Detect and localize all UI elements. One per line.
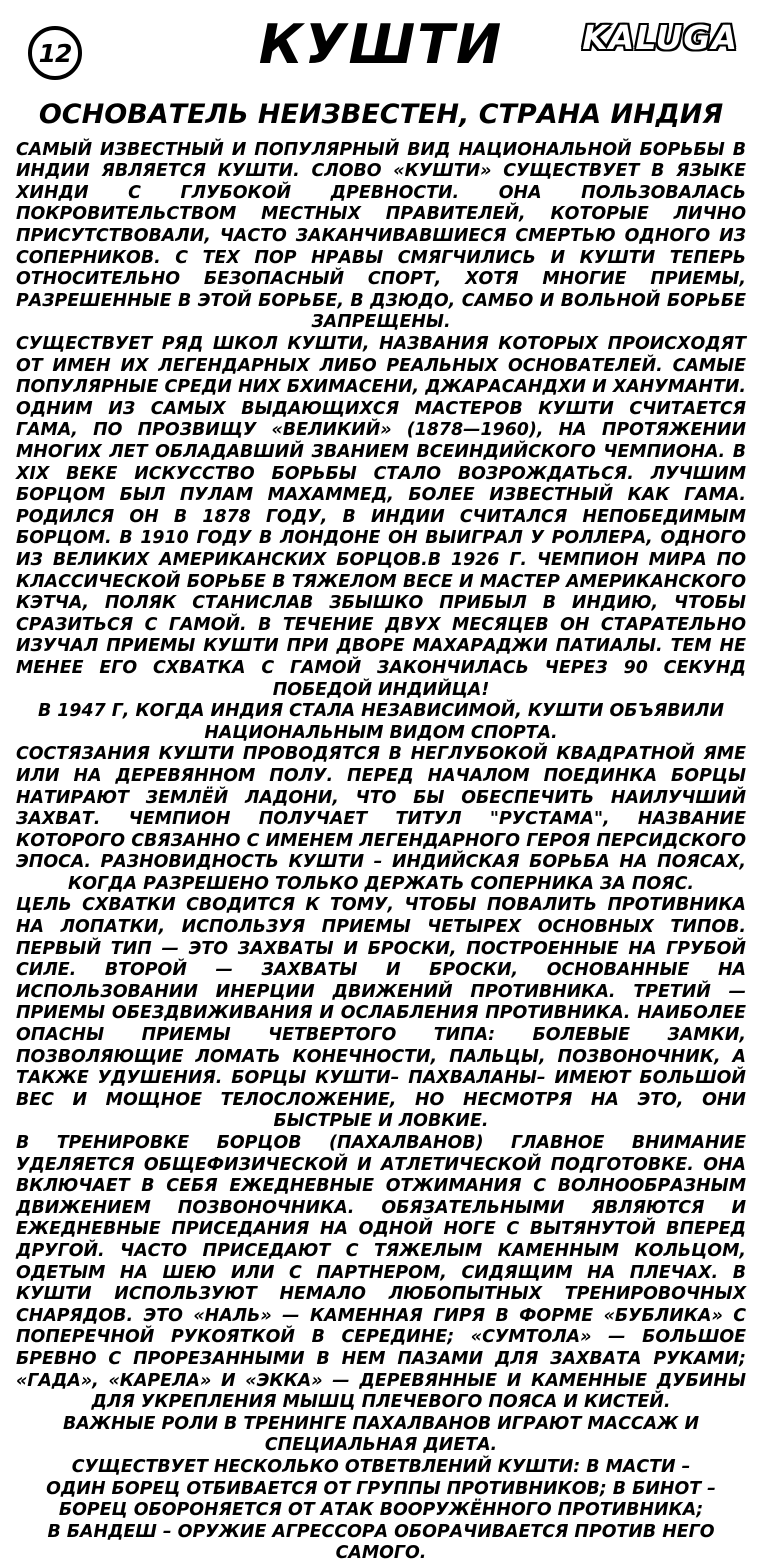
paragraph: БОРЕЦ ОБОРОНЯЕТСЯ ОТ АТАК ВООРУЖЁННОГО ПРОТИВНИКА; <box>58 1500 704 1521</box>
paragraph: В ТРЕНИРОВКЕ БОРЦОВ (ПАХАЛВАНОВ) ГЛАВНОЕ ВНИМАНИЕ УДЕЛЯЕТСЯ ОБЩЕФИЗИЧЕСКОЙ И АТЛЕТИЧЕСКОЙ ПОДГОТОВКЕ. ОНА ВКЛЮЧАЕТ В СЕБЯ ЕЖЕДНЕВНЫЕ ОТЖИМАНИЯ С ВОЛНООБРАЗНЫМ ДВИЖЕНИЕМ ПОЗВОНОЧНИКА. ОБЯЗАТЕЛЬНЫМИ ЯВЛЯЮТСЯ И ЕЖЕДНЕВНЫЕ ПРИСЕДАНИЯ НА ОДНОЙ НОГЕ С ВЫТЯНУТОЙ ВПЕРЕД ДРУГОЙ. ЧАСТО ПРИСЕДАЮТ С ТЯЖЕЛЫМ КАМЕННЫМ КОЛЬЦОМ, ОДЕТЫМ НА ШЕЮ ИЛИ С ПАРТНЕРОМ, СИДЯЩИМ НА ПЛЕЧАХ. В КУШТИ ИСПОЛЬЗУЮТ НЕМАЛО ЛЮБОПЫТНЫХ ТРЕНИРОВОЧНЫХ СНАРЯДОВ. ЭТО «НАЛЬ» — КАМЕННАЯ ГИРЯ В ФОРМЕ «БУБЛИКА» С ПОПЕРЕЧНОЙ РУКОЯТКОЙ В СЕРЕДИНЕ; «СУМТОЛА» — БОЛЬШОЕ БРЕВНО С ПРОРЕЗАННЫМИ В НЕМ ПАЗАМИ ДЛЯ ЗАХВАТА РУКАМИ; «ГАДА», «КАРЕЛА» И «ЭККА» — ДЕРЕВЯННЫЕ И КАМЕННЫЕ ДУБИНЫ ДЛЯ УКРЕПЛЕНИЯ МЫШЦ ПЛЕЧЕВОГО ПОЯСА И КИСТЕЙ. <box>16 1133 746 1413</box>
paragraph: СУЩЕСТВУЕТ НЕСКОЛЬКО ОТВЕТВЛЕНИЙ КУШТИ: В МАСТИ – <box>71 1456 691 1477</box>
paragraph: САМЫЙ ИЗВЕСТНЫЙ И ПОПУЛЯРНЫЙ ВИД НАЦИОНАЛЬНОЙ БОРЬБЫ В ИНДИИ ЯВЛЯЕТСЯ КУШТИ. СЛОВО «КУШТИ» СУЩЕСТВУЕТ В ЯЗЫКЕ ХИНДИ С ГЛУБОКОЙ ДРЕВНОСТИ. ОНА ПОЛЬЗОВАЛАСЬ ПОКРОВИТЕЛЬСТВОМ МЕСТНЫХ ПРАВИТЕЛЕЙ, КОТОРЫЕ ЛИЧНО ПРИСУТСТВОВАЛИ, ЧАСТО ЗАКАНЧИВАВШИЕСЯ СМЕРТЬЮ ОДНОГО ИЗ СОПЕРНИКОВ. С ТЕХ ПОР НРАВЫ СМЯГЧИЛИСЬ И КУШТИ ТЕПЕРЬ ОТНОСИТЕЛЬНО БЕЗОПАСНЫЙ СПОРТ, ХОТЯ МНОГИЕ ПРИЕМЫ, РАЗРЕШЕННЫЕ В ЭТОЙ БОРЬБЕ, В ДЗЮДО, САМБО И ВОЛЬНОЙ БОРЬБЕ ЗАПРЕЩЕНЫ. <box>16 139 746 333</box>
page-header <box>14 10 748 96</box>
paragraph: СУЩЕСТВУЕТ РЯД ШКОЛ КУШТИ, НАЗВАНИЯ КОТОРЫХ ПРОИСХОДЯТ ОТ ИМЕН ИХ ЛЕГЕНДАРНЫХ ЛИБО РЕАЛЬНЫХ ОСНОВАТЕЛЕЙ. САМЫЕ ПОПУЛЯРНЫЕ СРЕДИ НИХ БХИМАСЕНИ, ДЖАРАСАНДХИ И ХАНУМАНТИ. ОДНИМ ИЗ САМЫХ ВЫДАЮЩИХСЯ МАСТЕРОВ КУШТИ СЧИТАЕТСЯ ГАМА, ПО ПРОЗВИЩУ «ВЕЛИКИЙ» (1878—1960), НА ПРОТЯЖЕНИИ МНОГИХ ЛЕТ ОБЛАДАВШИЙ ЗВАНИЕМ ВСЕИНДИЙСКОГО ЧЕМПИОНА. В XIX ВЕКЕ ИСКУССТВО БОРЬБЫ СТАЛО ВОЗРОЖДАТЬСЯ. ЛУЧШИМ БОРЦОМ БЫЛ ПУЛАМ МАХАММЕД, БОЛЕЕ ИЗВЕСТНЫЙ КАК ГАМА. РОДИЛСЯ ОН В 1878 ГОДУ, В ИНДИИ СЧИТАЛСЯ НЕПОБЕДИМЫМ БОРЦОМ. В 1910 ГОДУ В ЛОНДОНЕ ОН ВЫИГРАЛ У РОЛЛЕРА, ОДНОГО ИЗ ВЕЛИКИХ АМЕРИКАНСКИХ БОРЦОВ.В 1926 Г. ЧЕМПИОН МИРА ПО КЛАССИЧЕСКОЙ БОРЬБЕ В ТЯЖЕЛОМ ВЕСЕ И МАСТЕР АМЕРИКАНСКОГО КЭТЧА, ПОЛЯК СТАНИСЛАВ ЗБЫШКО ПРИБЫЛ В ИНДИЮ, ЧТОБЫ СРАЗИТЬСЯ С ГАМОЙ. В ТЕЧЕНИЕ ДВУХ МЕСЯЦЕВ ОН СТАРАТЕЛЬНО ИЗУЧАЛ ПРИЕМЫ КУШТИ ПРИ ДВОРЕ МАХАРАДЖИ ПАТИАЛЫ. ТЕМ НЕ МЕНЕЕ ЕГО СХВАТКА С ГАМОЙ ЗАКОНЧИЛАСЬ ЧЕРЕЗ 90 СЕКУНД ПОБЕДОЙ ИНДИЙЦА! <box>16 334 746 700</box>
paragraph: СОСТЯЗАНИЯ КУШТИ ПРОВОДЯТСЯ В НЕГЛУБОКОЙ КВАДРАТНОЙ ЯМЕ ИЛИ НА ДЕРЕВЯННОМ ПОЛУ. ПЕРЕД НАЧАЛОМ ПОЕДИНКА БОРЦЫ НАТИРАЮТ ЗЕМЛЁЙ ЛАДОНИ, ЧТО БЫ ОБЕСПЕЧИТЬ НАИЛУЧШИЙ ЗАХВАТ. ЧЕМПИОН ПОЛУЧАЕТ ТИТУЛ "РУСТАМА", НАЗВАНИЕ КОТОРОГО СВЯЗАННО С ИМЕНЕМ ЛЕГЕНДАРНОГО ГЕРОЯ ПЕРСИДСКОГО ЭПОСА. РАЗНОВИДНОСТЬ КУШТИ – ИНДИЙСКАЯ БОРЬБА НА ПОЯСАХ, КОГДА РАЗРЕШЕНО ТОЛЬКО ДЕРЖАТЬ СОПЕРНИКА ЗА ПОЯС. <box>16 744 746 894</box>
paragraph: ВАЖНЫЕ РОЛИ В ТРЕНИНГЕ ПАХАЛВАНОВ ИГРАЮТ МАССАЖ И СПЕЦИАЛЬНАЯ ДИЕТА. <box>62 1413 700 1456</box>
page-number-badge: 12 <box>28 26 82 80</box>
paragraph: В 1947 Г, КОГДА ИНДИЯ СТАЛА НЕЗАВИСИМОЙ, КУШТИ ОБЪЯВИЛИ НАЦИОНАЛЬНЫМ ВИДОМ СПОРТА. <box>37 701 725 743</box>
paragraph: ОДИН БОРЕЦ ОТБИВАЕТСЯ ОТ ГРУППЫ ПРОТИВНИКОВ; В БИНОТ – <box>46 1478 716 1499</box>
paragraph: ЦЕЛЬ СХВАТКИ СВОДИТСЯ К ТОМУ, ЧТОБЫ ПОВАЛИТЬ ПРОТИВНИКА НА ЛОПАТКИ, ИСПОЛЬЗУЯ ПРИЕМЫ ЧЕТЫРЕХ ОСНОВНЫХ ТИПОВ. ПЕРВЫЙ ТИП — ЭТО ЗАХВАТЫ И БРОСКИ, ПОСТРОЕННЫЕ НА ГРУБОЙ СИЛЕ. ВТОРОЙ — ЗАХВАТЫ И БРОСКИ, ОСНОВАННЫЕ НА ИСПОЛЬЗОВАНИИ ИНЕРЦИИ ДВИЖЕНИЙ ПРОТИВНИКА. ТРЕТИЙ — ПРИЕМЫ ОБЕЗДВИЖИВАНИЯ И ОСЛАБЛЕНИЯ ПРОТИВНИКА. НАИБОЛЕЕ ОПАСНЫ ПРИЕМЫ ЧЕТВЕРТОГО ТИПА: БОЛЕВЫЕ ЗАМКИ, ПОЗВОЛЯЮЩИЕ ЛОМАТЬ КОНЕЧНОСТИ, ПАЛЬЦЫ, ПОЗВОНОЧНИК, А ТАКЖЕ УДУШЕНИЯ. БОРЦЫ КУШТИ– ПАХВАЛАНЫ– ИМЕЮТ БОЛЬШОЙ ВЕС И МОЩНОЕ ТЕЛОСЛОЖЕНИЕ, НО НЕСМОТРЯ НА ЭТО, ОНИ БЫСТРЫЕ И ЛОВКИЕ. <box>16 895 746 1132</box>
page-title: КУШТИ <box>258 13 504 76</box>
brand-logo: KALUGA <box>582 18 738 57</box>
page-subtitle: ОСНОВАТЕЛЬ НЕИЗВЕСТЕН, СТРАНА ИНДИЯ <box>38 99 724 130</box>
article-body <box>14 140 748 1565</box>
paragraph: В БАНДЕШ – ОРУЖИЕ АГРЕССОРА ОБОРАЧИВАЕТСЯ ПРОТИВ НЕГО САМОГО. <box>47 1521 715 1564</box>
